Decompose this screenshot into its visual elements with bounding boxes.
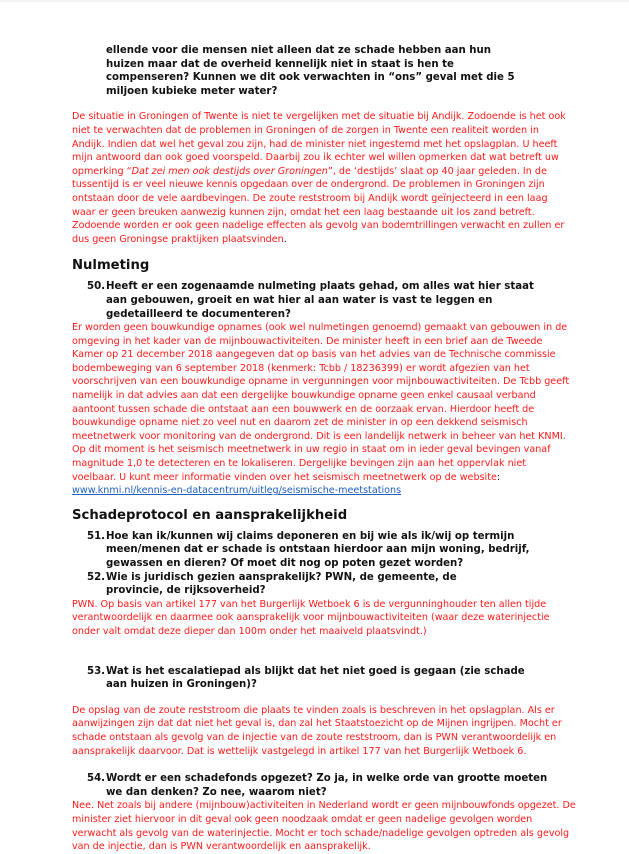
intro-question-continuation: ellende voor die mensen niet alleen dat ze schade hebben aan hun huizen maar dat de overheid kennelijk niet in staat is hen te compenseren? Kunnen we dit ook verwachten in “ons” geval met die 5 miljoen kubieke meter water? [106,45,515,97]
section-heading-schadeprotocol: Schadeprotocol en aansprakelijkheid [72,507,348,523]
intro-answer-part1: De situatie in Groningen of Twente is niet te vergelijken met de situatie bij Andijk. Zodoende is het ook niet te verwachten dat de problemen in Groningen of de zorgen in Twente een realiteit worden in Andijk. Indien dat wel het geval zou zijn, had de minister niet ingestemd met het opslagplan. U heeft mijn antwoord dan ook goed voorspeld. Daarbij zou ik echter wel willen opmerken dat wat betreft uw opmerking “ [72,111,566,177]
section-heading-nulmeting: Nulmeting [72,258,150,274]
answer-50 [72,321,572,498]
answer-52: PWN. Op basis van artikel 177 van het Burgerlijk Wetboek 6 is de vergunninghouder ten allen tijde verantwoordelijk en daarmee ook aansprakelijk voor mijnbouwactiviteiten (waar deze waterinjectie onder valt omdat deze dieper dan 100m onder het maaiveld plaatsvindt.) [72,598,550,637]
question-number: 52. [87,571,106,583]
answer-50-colon: : [496,471,501,483]
page-top-edge [0,0,629,2]
question-53 [72,665,527,692]
question-text: Wordt er een schadefonds opgezet? Zo ja, in welke orde van grootte moeten we dan denken? Zo nee, waarom niet? [106,773,548,798]
answer-54: Nee. Net zoals bij andere (mijnbouw)activiteiten in Nederland wordt er geen mijnbouwfonds opgezet. De minister ziet hiervoor in dit geval ook geen noodzaak omdat er geen nadelige gevolgen worden verwacht als gevolg van de waterinjectie. Mocht er toch schade/nadelige gevolgen optreden als gevolg van de injectie, dan is PWN verantwoordelijk en aansprakelijk. [72,800,576,853]
answer-50-text: Er worden geen bouwkundige opnames (ook wel nulmetingen genoemd) gemaakt van gebouwen in de omgeving in het kader van de mijnbouwactiviteiten. De minister heeft in een brief aan de Tweede Kamer op 21 december 2018 aangegeven dat op basis van het advies van de Technische commissie bodembeweging van 6 september 2018 (kenmerk: Tcbb / 18236399) er wordt afgezien van het voorschrijven van een bouwkundige opname in vergunningen voor mijnbouwactiviteiten. De Tcbb geeft namelijk in dat advies aan dat een dergelijke bouwkundige opname geen enkel causaal verband aantoont tussen schade die ontstaat aan een bouwwerk en de oorzaak ervan. Hierdoor heeft de bouwkundige opname niet zo veel nut en daarom zet de minister in op een dekkend seismisch meetnetwerk voor monitoring van de ondergrond. Dit is een landelijk netwerk in beheer van het KNMI. Op dit moment is het seismisch meetnetwerk in uw regio in staat om in ieder geval bevingen vanaf magnitude 1,0 te detecteren en te lokaliseren. Dergelijke bevingen zijn aan het oppervlak niet voelbaar. U kunt meer informatie vinden over het seismisch meetnetwerk op de website [72,322,570,483]
answer-53: De opslag van de zoute reststroom die plaats te vinden zoals is beschreven in het opslagplan. Als er aanwijzingen zijn dat dat niet het geval is, dan zal het Staatstoezicht op de Mijnen ingrijpen. Mocht er schade ontstaan als gevolg van de injectie van de zoute reststroom, dan is PWN verantwoordelijk en aansprakelijk daarvoor. Dat is wettelijk vastgelegd in artikel 177 van het Burgerlijk Wetboek 6. [72,704,562,757]
question-text: Hoe kan ik/kunnen wij claims deponeren en bij wie als ik/wij op termijn meen/menen dat er schade is ontstaan hierdoor aan mijn woning, bedrijf, gewassen en dieren? Of moet dit nog op poten gezet worden? [106,530,530,569]
knmi-website-link[interactable]: www.knmi.nl/kennis-en-datacentrum/uitleg/seismische-meetstations [72,485,402,497]
intro-answer-quote: Dat zei men ook destijds over Groningen [131,165,328,177]
question-text: Heeft er een zogenaamde nulmeting plaats gehad, om alles wat hier staat aan gebouwen, groeit en wat hier al aan water is vast te leggen en gedetailleerd te documenteren? [106,281,534,320]
question-50 [72,280,547,321]
question-number: 54. [87,773,106,785]
intro-answer-part2: ”, de ‘destijds’ slaat op 40 jaar geleden. In de tussentijd is er veel nieuwe kennis opgedaan over de ondergrond. De problemen in Groningen zijn ontstaan door de vele aardbevingen. De zoute reststroom bij Andijk wordt geïnjecteerd in een laag waar er geen breuken aanwezig kunnen zijn, omdat het een laag bestaande uit los zand betreft. Zodoende worden er ook geen nadelige effecten als gevolg van bodemtrillingen verwacht en zullen er dus geen Groningse praktijken plaatsvinden [72,165,565,245]
question-51 [72,530,532,571]
question-number: 53. [87,665,106,677]
question-number: 50. [87,281,106,293]
question-54 [72,772,557,799]
document-content [72,44,576,854]
question-52 [72,571,507,598]
question-text: Wat is het escalatiepad als blijkt dat het niet goed is gegaan (zie schade aan huizen in Groningen)? [106,665,525,691]
question-number: 51. [87,530,106,542]
intro-answer-period: . [283,233,287,245]
question-text: Wie is juridisch gezien aansprakelijk? PWN, de gemeente, de provincie, de rijksoverheid? [106,571,457,597]
intro-answer [72,110,572,246]
